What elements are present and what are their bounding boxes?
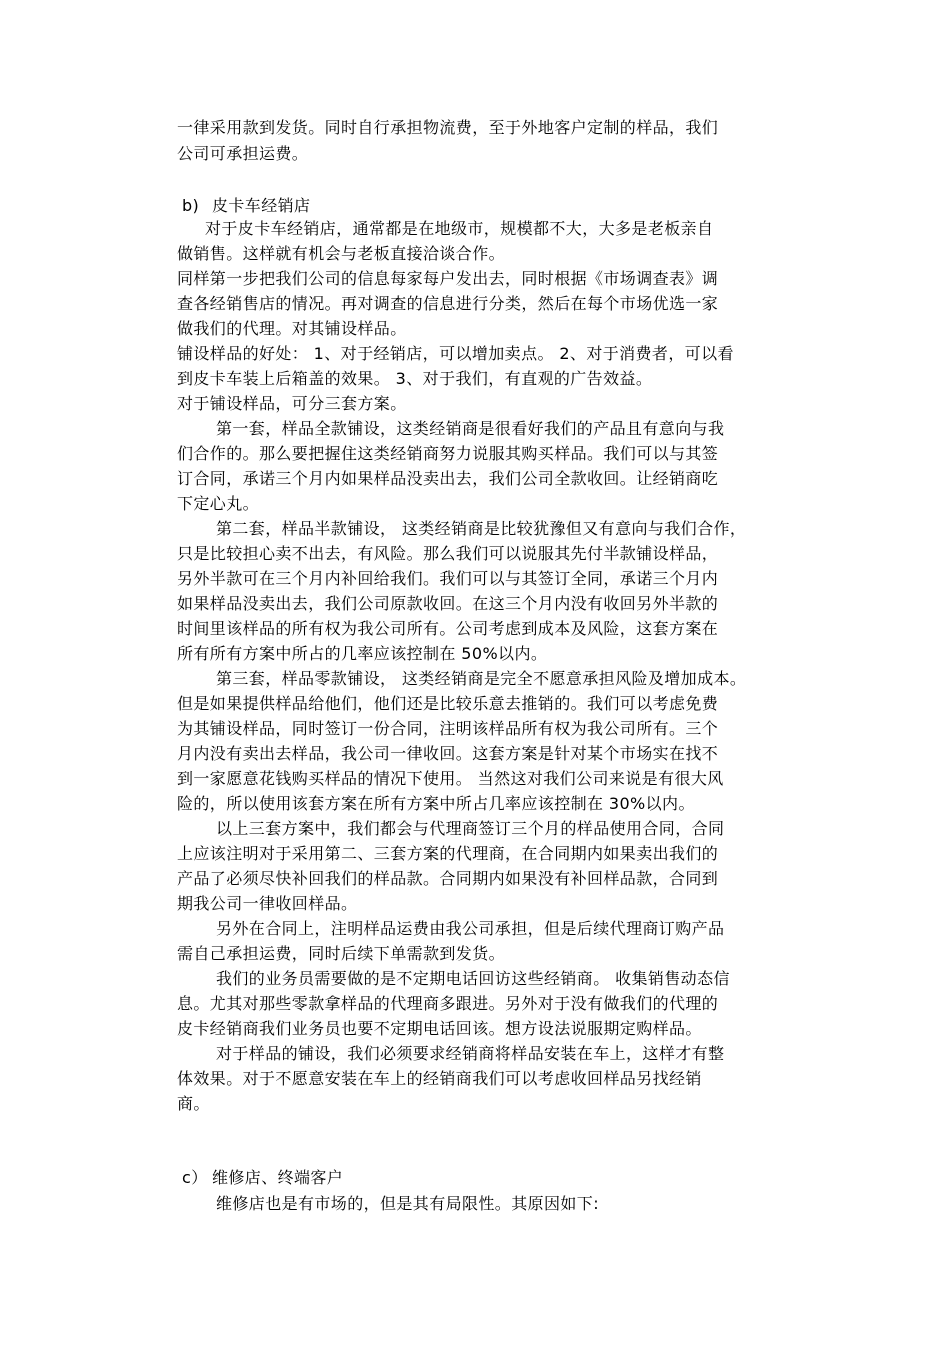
text-line: 所有所有方案中所占的几率应该控制在 50%以内。 xyxy=(177,644,548,663)
text-line: 为其铺设样品，同时签订一份合同，注明该样品所有权为我公司所有。三个 xyxy=(177,719,719,738)
text-line: 险的，所以使用该套方案在所有方案中所占几率应该控制在 30%以内。 xyxy=(177,794,695,813)
text-line: 另外在合同上，注明样品运费由我公司承担，但是后续代理商订购产品 xyxy=(216,919,725,938)
section-marker: b) xyxy=(182,196,200,215)
text-line: 对于铺设样品，可分三套方案。 xyxy=(177,394,407,413)
text-line: 体效果。对于不愿意安装在车上的经销商我们可以考虑收回样品另找经销 xyxy=(177,1069,702,1088)
text-line: 们合作的。那么要把握住这类经销商努力说服其购买样品。我们可以与其签 xyxy=(177,444,719,463)
text-line: 同样第一步把我们公司的信息每家每户发出去，同时根据《市场调查表》调 xyxy=(177,269,719,288)
text-line: 第二套，样品半款铺设， 这类经销商是比较犹豫但又有意向与我们合作， xyxy=(216,519,747,538)
text-line: 查各经销售店的情况。再对调查的信息进行分类，然后在每个市场优选一家 xyxy=(177,294,719,313)
text-line: 到皮卡车装上后箱盖的效果。 3、对于我们，有直观的广告效益。 xyxy=(177,369,653,388)
text-line: 第一套，样品全款铺设，这类经销商是很看好我们的产品且有意向与我 xyxy=(216,419,725,438)
text-line: 产品了必须尽快补回我们的样品款。合同期内如果没有补回样品款，合同到 xyxy=(177,869,719,888)
text-line: 到一家愿意花钱购买样品的情况下使用。 当然这对我们公司来说是有很大风 xyxy=(177,769,724,788)
text-line: 需自己承担运费，同时后续下单需款到发货。 xyxy=(177,944,506,963)
text-line: 以上三套方案中，我们都会与代理商签订三个月的样品使用合同，合同 xyxy=(216,819,725,838)
text-line: 一律采用款到发货。同时自行承担物流费，至于外地客户定制的样品，我们 xyxy=(177,118,719,137)
text-line: 月内没有卖出去样品，我公司一律收回。这套方案是针对某个市场实在找不 xyxy=(177,744,719,763)
text-line: 上应该注明对于采用第二、三套方案的代理商，在合同期内如果卖出我们的 xyxy=(177,844,719,863)
section-b-heading xyxy=(182,196,310,216)
text-line: 另外半款可在三个月内补回给我们。我们可以与其签订全同，承诺三个月内 xyxy=(177,569,719,588)
section-c-heading xyxy=(182,1168,343,1188)
text-line: 做我们的代理。对其铺设样品。 xyxy=(177,319,407,338)
section-marker: c） xyxy=(182,1168,208,1187)
text-line: 皮卡经销商我们业务员也要不定期电话回该。想方设法说服期定购样品。 xyxy=(177,1019,702,1038)
text-line: 但是如果提供样品给他们，他们还是比较乐意去推销的。我们可以考虑免费 xyxy=(177,694,719,713)
section-title: 维修店、终端客户 xyxy=(212,1168,344,1187)
text-line: 对于样品的铺设，我们必须要求经销商将样品安装在车上，这样才有整 xyxy=(216,1044,725,1063)
text-line: 息。尤其对那些零款拿样品的代理商多跟进。另外对于没有做我们的代理的 xyxy=(177,994,719,1013)
text-line: 对于皮卡车经销店，通常都是在地级市，规模都不大，大多是老板亲自 xyxy=(205,219,714,238)
text-line: 维修店也是有市场的，但是其有局限性。其原因如下: xyxy=(216,1194,599,1213)
text-line: 做销售。这样就有机会与老板直接洽谈合作。 xyxy=(177,244,506,263)
text-line: 订合同，承诺三个月内如果样品没卖出去，我们公司全款收回。让经销商吃 xyxy=(177,469,719,488)
text-line: 只是比较担心卖不出去，有风险。那么我们可以说服其先付半款铺设样品， xyxy=(177,544,719,563)
text-line: 期我公司一律收回样品。 xyxy=(177,894,358,913)
text-line: 下定心丸。 xyxy=(177,494,260,513)
text-line: 商。 xyxy=(177,1094,210,1113)
text-line: 第三套，样品零款铺设， 这类经销商是完全不愿意承担风险及增加成本。 xyxy=(216,669,747,688)
text-line: 铺设样品的好处： 1、对于经销店，可以增加卖点。 2、对于消费者，可以看 xyxy=(177,344,734,363)
text-line: 如果样品没卖出去，我们公司原款收回。在这三个月内没有收回另外半款的 xyxy=(177,594,719,613)
section-title: 皮卡车经销店 xyxy=(212,196,311,215)
text-line: 时间里该样品的所有权为我公司所有。公司考虑到成本及风险，这套方案在 xyxy=(177,619,719,638)
text-line: 公司可承担运费。 xyxy=(177,144,309,163)
text-line: 我们的业务员需要做的是不定期电话回访这些经销商。 收集销售动态信 xyxy=(216,969,730,988)
